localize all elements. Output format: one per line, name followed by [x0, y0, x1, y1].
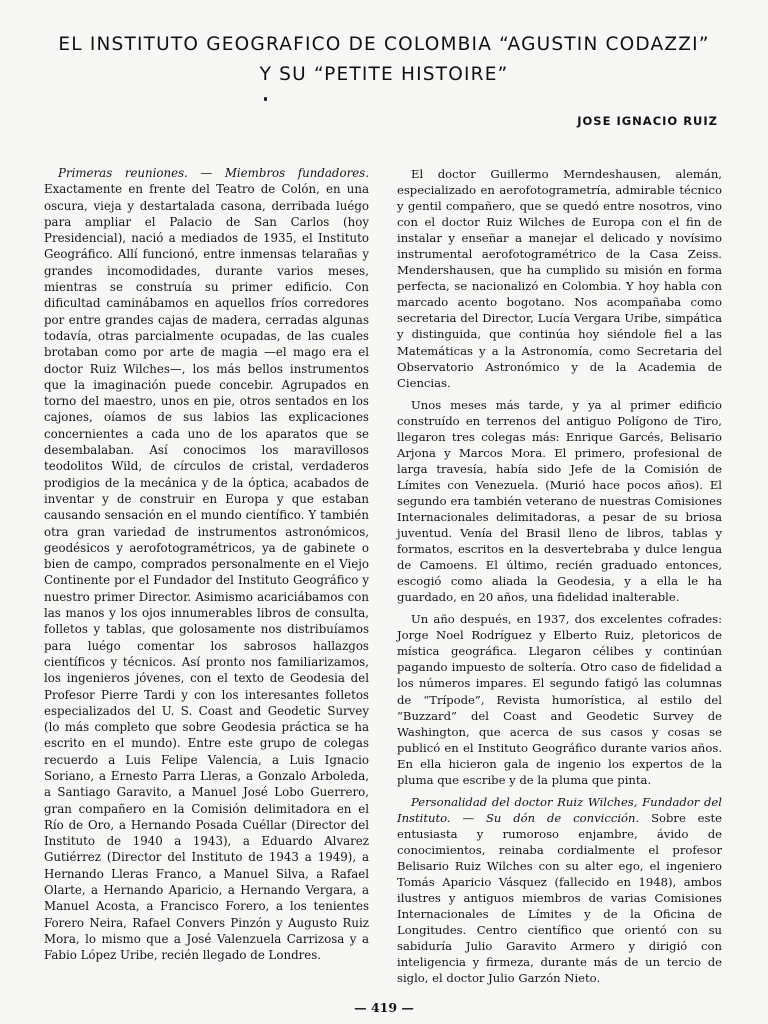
paragraph-primeras-reuniones — [44, 165, 369, 964]
paragraph-text: Sobre este entusiasta y rumoroso enjambre, ávido de conocimientos, reinaba cordialmente el profesor Belisario Ruiz Wilches con su alter ego, el ingeniero Tomás Aparicio Vásquez (fallecido en 1948), ambos ilustres y antiguos miembros de varias Comisiones Internacionales de Límites y de la Oficina de Longitudes. Centro científico que orientó con su sabiduría Julio Garavito Armero y dirigió con inteligencia y firmeza, durante más de un tercio de siglo, el doctor Julio Garzón Nieto. — [397, 810, 723, 986]
section-lead: Personalidad del doctor Ruiz Wilches, Fundador del Instituto. — Su dón de convicción. — [397, 794, 722, 825]
title-line-2: Y SU “PETITE HISTOIRE” — [259, 64, 509, 85]
author-name: JOSE IGNACIO RUIZ — [577, 114, 718, 128]
right-column — [397, 166, 722, 986]
page-number: — 419 — — [354, 1000, 414, 1015]
left-column — [44, 165, 369, 964]
title-line-1: EL INSTITUTO GEOGRAFICO DE COLOMBIA “AGUSTIN CODAZZI” — [58, 34, 710, 55]
paragraph-1937: Un año después, en 1937, dos excelentes cofrades: Jorge Noel Rodríguez y Elberto Ruiz, pletoricos de mística geográfica. Llegaron célibes y continúan pagando impuesto de soltería. Otro caso de fidelidad a los números impares. El segundo fatigó las columnas de “Trípode”, Revista humorística, al estilo del “Buzzard” del Coast and Geodetic Survey de Washington, que acerca de sus casos y cosas se publicó en el Instituto Geográfico durante varios años. En ella hicieron gala de ingenio los expertos de la pluma que escribe y de la pluma que pinta. — [397, 612, 722, 787]
paragraph-text: Exactamente en frente del Teatro de Colón, en una oscura, vieja y destartalada casona, derribada luégo para ampliar el Palacio de San Carlos (hoy Presidencial), nació a mediados de 1935, el Instituto Geográfico. Allí funcionó, entre inmensas telarañas y grandes incomodidades, durante varios meses, mientras se construía su primer edificio. Con dificultad caminábamos en aquellos fríos corredores por entre grandes cajas de madera, cerradas algunas todavía, otras parcialmente ocupadas, de las cuales brotaban como por arte de magia —el mago era el doctor Ruiz Wilches—, los más bellos instrumentos que la imaginación puede concebir. Agrupados en torno del maestro, unos en pie, otros sentados en los cajones, oíamos de sus labios las explicaciones concernientes a cada uno de los aparatos que se desembalaban. Así conocimos los maravillosos teodolitos Wild, de círculos de cristal, verdaderos prodigios de la mecánica y de la óptica, acabados de inventar y de construir en Europa y que estaban causando sensación en el mundo científico. Y también otra gran variedad de instrumentos astronómicos, geodésicos y aerofotogramétricos, ya de gabinete o bien de campo, comprados personalmente en el Viejo Continente por el Fundador del Instituto Geográfico y nuestro primer Director. Asimismo acariciábamos con las manos y los ojos innumerables libros de consulta, folletos y tablas, que golosamente nos distribuíamos para luégo comentar los sabrosos hallazgos científicos y técnicos. Así pronto nos familiarizamos, los ingenieros jóvenes, con el texto de Geodesia del Profesor Pierre Tardi y con los interesantes folletos especializados del U. S. Coast and Geodetic Survey (lo más completo que sobre Geodesia práctica se ha escrito en el mundo). Entre este grupo de colegas recuerdo a Luis Felipe Valencia, a Luis Ignacio Soriano, a Ernesto Parra Lleras, a Gonzalo Arboleda, a Santiago Garavito, a Manuel José Lobo Guerrero, gran compañero en la Comisión delimitadora en el Río de Oro, a Hernando Posada Cuéllar (Director del Instituto de 1940 a 1943), a Eduardo Alvarez Gutiérrez (Director del Instituto de 1943 a 1949), a Hernando Lleras Franco, a Manuel Silva, a Rafael Olarte, a Hernando Aparicio, a Hernando Vergara, a Manuel Acosta, a Francisco Forero, a los tenientes Forero Neira, Rafael Convers Pinzón y Augusto Ruiz Mora, lo mismo que a José Valenzuela Carrizosa y a Fabio López Uribe, recién llegado de Londres. — [44, 182, 369, 963]
ink-speck — [264, 97, 267, 101]
article-title — [30, 30, 738, 90]
paragraph-tres-colegas: Unos meses más tarde, y ya al primer edificio construído en terrenos del antiguo Polígono de Tiro, llegaron tres colegas más: Enrique Garcés, Belisario Arjona y Marcos Mora. El primero, profesional de larga travesía, había sido Jefe de la Comisión de Límites con Venezuela. (Murió hace pocos años). El segundo era también veterano de nuestras Comisiones Internacionales delimitadoras, a pesar de su briosa juventud. Venía del Brasil lleno de libros, tablas y formatos, escritos en la desvertebraba y dulce lengua de Camoens. El último, recién graduado entonces, escogió como aliada la Geodesia, y a ella le ha guardado, en 20 años, una fidelidad inalterable. — [397, 397, 722, 605]
section-lead: Primeras reuniones. — Miembros fundadores. — [58, 166, 369, 180]
paragraph-mendershausen: El doctor Guillermo Merndeshausen, alemán, especializado en aerofotogrametría, admirable técnico y gentil compañero, que se quedó entre nosotros, vino con el doctor Ruiz Wilches de Europa con el fin de instalar y enseñar a manejar el delicado y novísimo instrumental aerofotogramétrico de la Casa Zeiss. Mendershausen, que ha cumplido su misión en forma perfecta, se nacionalizó en Colombia. Y hoy habla con marcado acento bogotano. Nos acompañaba como secretaria del Director, Lucía Vergara Uribe, simpática y distinguida, que continúa hoy siéndole fiel a las Matemáticas y a la Astronomía, como Secretaria del Observatorio Astronómico y de la Academia de Ciencias. — [397, 167, 722, 390]
paragraph-personalidad — [397, 794, 722, 987]
